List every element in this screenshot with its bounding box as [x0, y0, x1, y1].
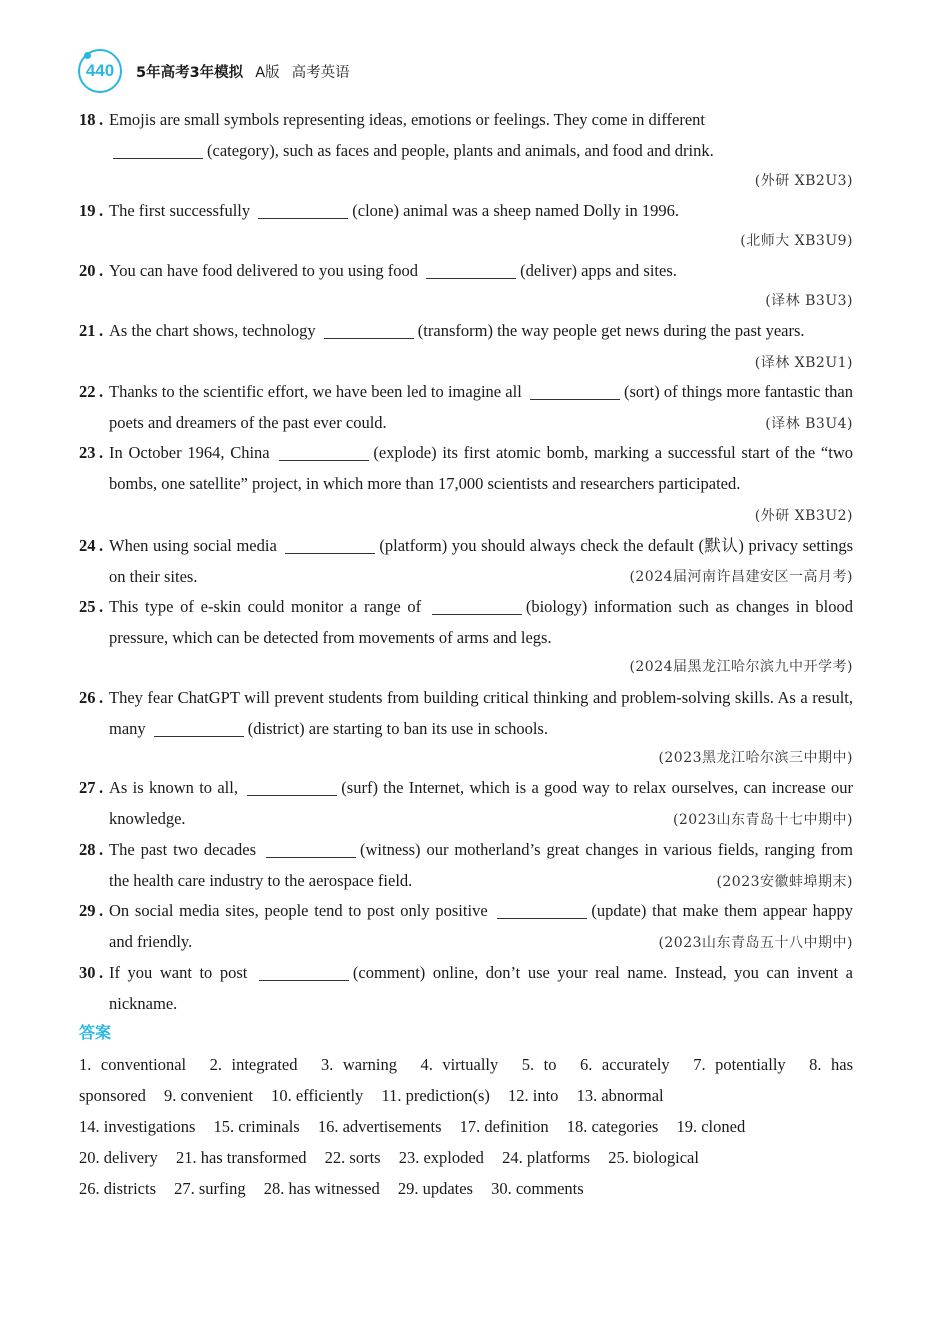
- answer-item: 4. virtually: [420, 1055, 499, 1074]
- answer-item: 19. cloned: [676, 1117, 746, 1136]
- question-number: 18: [79, 110, 96, 129]
- answer-item: 22. sorts: [324, 1148, 381, 1167]
- series-title: 5年高考3年模拟: [136, 64, 244, 81]
- page-number-badge: [78, 49, 122, 93]
- question-hint: (category): [207, 141, 275, 160]
- question-text-after: information such as changes in blood pressure, which can be detected from movements of arms and legs.: [109, 597, 853, 647]
- question-text-before: You can have food delivered to you using food: [109, 261, 423, 280]
- answer-blank[interactable]: [426, 260, 516, 279]
- question-number: 29: [79, 901, 96, 920]
- question-text-before: On social media sites, people tend to post only positive: [109, 901, 494, 920]
- question-source: (译林 B3U3): [765, 293, 853, 309]
- question-number: 25: [79, 597, 96, 616]
- question-text-after: the Internet, which is a good way to relax ourselves, can increase our knowledge.: [109, 778, 853, 828]
- question-text-before: In October 1964, China: [109, 443, 276, 462]
- answer-item: 29. updates: [397, 1179, 473, 1198]
- answer-blank[interactable]: [285, 535, 375, 554]
- question-number: 28: [79, 840, 96, 859]
- answer-blank[interactable]: [154, 718, 244, 737]
- question-source: (北师大 XB3U9): [740, 233, 853, 249]
- question-number: 24: [79, 536, 96, 555]
- question-text-after: the way people get news during the past years.: [492, 321, 805, 340]
- question-text-before: As the chart shows, technology: [109, 321, 320, 340]
- question-text-after: our motherland’s great changes in various fields, ranging from the health care industry to the aerospace field.: [109, 840, 853, 890]
- book-title: [136, 61, 350, 82]
- question-text-after: , such as faces and people, plants and animals, and food and drink.: [274, 141, 714, 160]
- question-hint: (platform): [379, 536, 448, 555]
- question-hint: (district): [247, 719, 305, 738]
- answer-item: 15. criminals: [213, 1117, 300, 1136]
- question-21: 21 . As the chart shows, technology (transform) the way people get news during the past years.: [79, 315, 853, 346]
- question-25: 25 . This type of e-skin could monitor a range of (biology) information such as changes in blood pressure, which can be detected from movements of arms and legs.: [79, 591, 853, 653]
- answer-item: 30. comments: [491, 1179, 584, 1198]
- question-text-after: animal was a sheep named Dolly in 1996.: [399, 201, 679, 220]
- answer-item: 18. categories: [566, 1117, 659, 1136]
- question-text-before: When using social media: [109, 536, 282, 555]
- question-28: 28 . The past two decades (witness) our motherland’s great changes in various fields, ranging from the health care industry to the aerospace field.: [79, 834, 853, 896]
- answer-item: 13. abnormal: [576, 1086, 664, 1105]
- question-hint: (witness): [360, 840, 421, 859]
- question-number: 30: [79, 963, 96, 982]
- question-source: (2023山东青岛十七中期中): [672, 812, 853, 828]
- answer-blank[interactable]: [324, 320, 414, 339]
- answer-blank[interactable]: [432, 596, 522, 615]
- answer-item: 26. districts: [79, 1179, 156, 1198]
- answer-item: 16. advertisements: [317, 1117, 442, 1136]
- answer-item: 10. efficiently: [271, 1086, 364, 1105]
- question-hint: (sort): [623, 382, 660, 401]
- question-text-before: They fear ChatGPT will prevent students from building critical thinking and problem-solving skills. As a result, many: [109, 688, 853, 738]
- question-source: (2023山东青岛五十八中期中): [658, 935, 853, 951]
- answer-item: 17. definition: [459, 1117, 549, 1136]
- question-number: 20: [79, 261, 96, 280]
- edition-label: A版: [255, 64, 280, 81]
- question-23: 23 . In October 1964, China (explode) its first atomic bomb, marking a successful start of the “two bombs, one satellite” project, in which more than 17,000 scientists and researchers participated.: [79, 437, 853, 499]
- question-number: 27: [79, 778, 96, 797]
- question-text-before: As is known to all,: [109, 778, 244, 797]
- question-text-before: The past two decades: [109, 840, 262, 859]
- answer-item: 12. into: [508, 1086, 559, 1105]
- answer-item: 1. conventional: [79, 1055, 187, 1074]
- answer-section-label: 答案: [79, 1023, 112, 1042]
- question-text-after: of things more fantastic than poets and dreamers of the past ever could.: [109, 382, 853, 432]
- badge-dot: [84, 52, 91, 59]
- answer-item: 21. has transformed: [175, 1148, 307, 1167]
- answer-blank[interactable]: [259, 962, 349, 981]
- answer-line: [79, 1173, 853, 1204]
- question-hint: (clone): [352, 201, 399, 220]
- question-hint: (explode): [373, 443, 437, 462]
- answer-item: sponsored: [79, 1086, 146, 1105]
- answer-blank[interactable]: [530, 381, 620, 400]
- question-29: 29 . On social media sites, people tend to post only positive (update) that make them appear happy and friendly.: [79, 895, 853, 957]
- question-hint: (comment): [352, 963, 426, 982]
- question-20: 20 . You can have food delivered to you using food (deliver) apps and sites.: [79, 255, 853, 286]
- answer-item: 23. exploded: [398, 1148, 484, 1167]
- question-text-after: that make them appear happy and friendly.: [109, 901, 853, 951]
- answer-item: 27. surfing: [174, 1179, 246, 1198]
- question-hint: (transform): [417, 321, 493, 340]
- question-source: (2024届河南许昌建安区一高月考): [629, 569, 853, 585]
- answer-item: 24. platforms: [502, 1148, 591, 1167]
- question-source: (2024届黑龙江哈尔滨九中开学考): [629, 659, 853, 675]
- question-source: (译林 B3U4): [765, 416, 853, 432]
- question-text-after: you should always check the default (默认) privacy settings on their sites.: [109, 536, 853, 586]
- question-number: 26: [79, 688, 96, 707]
- answer-line: [79, 1080, 853, 1111]
- question-hint: (biology): [525, 597, 588, 616]
- answer-key: [79, 1049, 853, 1204]
- answer-item: 6. accurately: [580, 1055, 670, 1074]
- question-text-before: If you want to post: [109, 963, 255, 982]
- question-30: 30 . If you want to post (comment) online, don’t use your real name. Instead, you can invent a nickname.: [79, 957, 853, 1019]
- question-hint: (update): [591, 901, 647, 920]
- answer-item: 28. has witnessed: [263, 1179, 380, 1198]
- answer-item: 25. biological: [608, 1148, 699, 1167]
- question-text-after: its first atomic bomb, marking a successful start of the “two bombs, one satellite” project, in which more than 17,000 scientists and researchers participated.: [109, 443, 853, 493]
- question-26: 26 . They fear ChatGPT will prevent students from building critical thinking and problem-solving skills. As a result, many (district) are starting to ban its use in schools.: [79, 682, 853, 744]
- answer-item: 11. prediction(s): [381, 1086, 490, 1105]
- question-source: (译林 XB2U1): [754, 355, 853, 371]
- question-hint: (deliver): [520, 261, 577, 280]
- answer-blank[interactable]: [497, 900, 587, 919]
- question-27: 27 . As is known to all, (surf) the Internet, which is a good way to relax ourselves, can increase our knowledge.: [79, 772, 853, 834]
- answer-blank[interactable]: [258, 200, 348, 219]
- question-source: (2023黑龙江哈尔滨三中期中): [658, 750, 853, 766]
- answer-blank[interactable]: [247, 777, 337, 796]
- question-text-before: The first successfully: [109, 201, 255, 220]
- question-text-after: are starting to ban its use in schools.: [304, 719, 548, 738]
- question-source: (2023安徽蚌埠期末): [716, 874, 853, 890]
- answer-blank[interactable]: [279, 442, 369, 461]
- question-source: (外研 XB3U2): [754, 508, 853, 524]
- answer-item: 2. integrated: [209, 1055, 298, 1074]
- question-number: 21: [79, 321, 96, 340]
- answer-item: 14. investigations: [79, 1117, 196, 1136]
- question-number: 22: [79, 382, 96, 401]
- answer-item: 3. warning: [321, 1055, 397, 1074]
- answer-line: [79, 1142, 853, 1173]
- question-18: 18 . Emojis are small symbols representing ideas, emotions or feelings. They come in different (category), such as faces and people, plants and animals, and food and drink.: [79, 104, 853, 166]
- page-header: [78, 48, 350, 94]
- answer-blank[interactable]: [113, 140, 203, 159]
- answer-blank[interactable]: [266, 839, 356, 858]
- answer-line: [79, 1111, 853, 1142]
- question-22: 22 . Thanks to the scientific effort, we have been led to imagine all (sort) of things more fantastic than poets and dreamers of the past ever could.: [79, 376, 853, 438]
- question-source: (外研 XB2U3): [754, 173, 853, 189]
- question-hint: (surf): [341, 778, 378, 797]
- subject-label: 高考英语: [291, 64, 350, 81]
- question-text-after: online, don’t use your real name. Instead, you can invent a nickname.: [109, 963, 853, 1013]
- question-text-before: This type of e-skin could monitor a range of: [109, 597, 428, 616]
- answer-item: 9. convenient: [164, 1086, 253, 1105]
- answer-item: 8. has: [809, 1055, 854, 1074]
- question-number: 23: [79, 443, 96, 462]
- answer-line: [79, 1049, 853, 1080]
- question-text-before: Thanks to the scientific effort, we have been led to imagine all: [109, 382, 526, 401]
- question-text-after: apps and sites.: [576, 261, 677, 280]
- answer-item: 20. delivery: [79, 1148, 158, 1167]
- question-19: 19 . The first successfully (clone) animal was a sheep named Dolly in 1996.: [79, 195, 853, 226]
- question-number: 19: [79, 201, 96, 220]
- answer-item: 5. to: [521, 1055, 557, 1074]
- question-text-before: Emojis are small symbols representing ideas, emotions or feelings. They come in different: [109, 110, 705, 129]
- answer-item: 7. potentially: [693, 1055, 786, 1074]
- question-24: 24 . When using social media (platform) you should always check the default (默认) privacy settings on their sites.: [79, 530, 853, 592]
- page-number: 440: [85, 61, 115, 80]
